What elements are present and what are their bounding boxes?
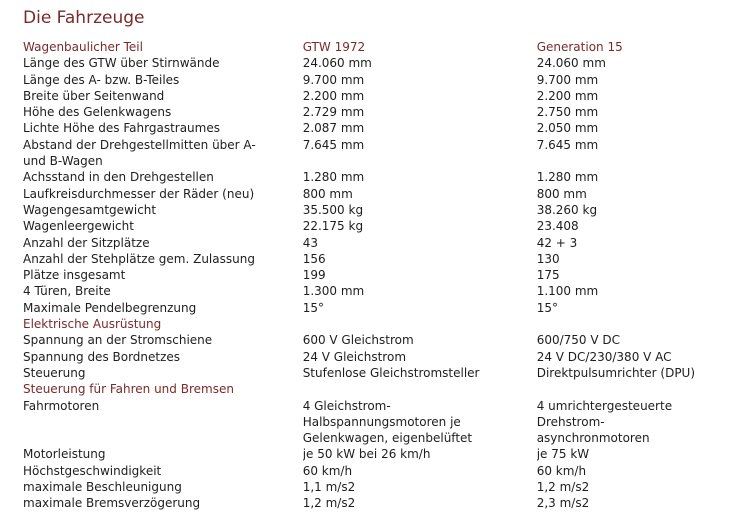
table-row <box>23 349 738 365</box>
row-label: Wagengesamtgewicht <box>23 202 157 217</box>
header-gtw-1972: GTW 1972 <box>302 40 366 54</box>
table-row <box>23 267 738 283</box>
header-generation-15: Generation 15 <box>536 40 623 54</box>
value-generation-15: 1.100 mm <box>536 284 599 299</box>
value-generation-15: 1.280 mm <box>536 170 599 185</box>
table-row <box>23 55 738 71</box>
value-gtw-1972: 9.700 mm <box>302 72 365 87</box>
table-row <box>23 137 738 170</box>
value-generation-15: 1,2 m/s2 <box>536 480 590 495</box>
row-label: Steuerung <box>23 365 86 380</box>
row-label: Fahrmotoren <box>23 398 100 413</box>
value-gtw-1972: 24 V Gleichstrom <box>302 349 407 364</box>
row-label: Höchstgeschwindigkeit <box>23 463 162 478</box>
value-generation-15: 24 V DC/230/380 V AC <box>536 349 672 364</box>
table-row <box>23 283 738 299</box>
value-generation-15: 800 mm <box>536 186 587 201</box>
row-label: Anzahl der Sitzplätze <box>23 235 150 250</box>
value-generation-15 <box>537 316 738 332</box>
row-label: Höhe des Gelenkwagens <box>23 105 172 120</box>
value-generation-15: 4 umrichtergesteuerte Drehstrom- asynchronmotoren <box>536 398 673 446</box>
value-gtw-1972: je 50 kW bei 26 km/h <box>302 447 431 462</box>
row-label: Lichte Höhe des Fahrgastraumes <box>23 121 220 136</box>
value-generation-15: 38.260 kg <box>536 202 598 217</box>
value-gtw-1972: 199 <box>302 268 326 283</box>
value-gtw-1972: 1,2 m/s2 <box>302 496 356 511</box>
row-label: Breite über Seitenwand <box>23 88 165 103</box>
value-gtw-1972: 60 km/h <box>302 463 353 478</box>
table-row <box>23 186 738 202</box>
table-row <box>23 88 738 104</box>
section-heading-row <box>23 316 738 332</box>
value-gtw-1972: 156 <box>302 251 326 266</box>
table-header-row <box>23 39 738 55</box>
value-gtw-1972: 600 V Gleichstrom <box>302 333 414 348</box>
table-body <box>23 55 738 511</box>
table-row <box>23 104 738 120</box>
page-title: Die Fahrzeuge <box>23 8 145 28</box>
value-generation-15 <box>537 381 738 397</box>
table-row <box>23 398 738 447</box>
row-label: Motorleistung <box>23 447 106 462</box>
value-generation-15: je 75 kW <box>536 447 590 462</box>
row-label: maximale Bremsverzögerung <box>23 496 201 511</box>
table-row <box>23 120 738 136</box>
table-row <box>23 235 738 251</box>
value-gtw-1972: 24.060 mm <box>302 56 372 71</box>
section-heading-row <box>23 381 738 397</box>
table-row <box>23 332 738 348</box>
value-gtw-1972: 1.300 mm <box>302 284 365 299</box>
value-gtw-1972 <box>303 381 537 397</box>
value-generation-15: 9.700 mm <box>536 72 599 87</box>
value-gtw-1972: 4 Gleichstrom- Halbspannungsmotoren je Gelenkwagen, eigenbelüftet <box>302 398 473 446</box>
value-generation-15: 130 <box>536 251 560 266</box>
value-generation-15: 2.200 mm <box>536 88 599 103</box>
table-row <box>23 446 738 462</box>
row-label: Länge des A- bzw. B-Teiles <box>23 72 180 87</box>
value-gtw-1972: 800 mm <box>302 186 353 201</box>
value-gtw-1972: 2.200 mm <box>302 88 365 103</box>
value-gtw-1972: Stufenlose Gleichstromsteller <box>302 365 480 380</box>
table-row <box>23 72 738 88</box>
row-label: Achsstand in den Drehgestellen <box>23 170 214 185</box>
table-row <box>23 300 738 316</box>
spec-table <box>23 39 738 512</box>
row-label: Länge des GTW über Stirnwände <box>23 56 220 71</box>
table-row <box>23 251 738 267</box>
value-generation-15: 2,3 m/s2 <box>536 496 590 511</box>
table-row <box>23 169 738 185</box>
value-generation-15: 15° <box>536 300 558 315</box>
table-row <box>23 218 738 234</box>
value-generation-15: 2.750 mm <box>536 105 599 120</box>
row-label: Spannung des Bordnetzes <box>23 349 181 364</box>
value-generation-15: Direktpulsumrichter (DPU) <box>536 365 696 380</box>
value-gtw-1972: 1.280 mm <box>302 170 365 185</box>
value-gtw-1972: 7.645 mm <box>302 137 365 152</box>
table-row <box>23 479 738 495</box>
row-label: Abstand der Drehgestellmitten über A- und B-Wagen <box>23 137 256 169</box>
value-gtw-1972: 2.729 mm <box>302 105 365 120</box>
value-gtw-1972: 22.175 kg <box>302 219 364 234</box>
row-label: Wagenleergewicht <box>23 219 134 234</box>
row-label: Maximale Pendelbegrenzung <box>23 300 197 315</box>
value-gtw-1972: 35.500 kg <box>302 202 364 217</box>
value-generation-15: 7.645 mm <box>536 137 599 152</box>
header-label: Wagenbaulicher Teil <box>23 40 143 54</box>
row-label: Plätze insgesamt <box>23 268 126 283</box>
row-label: Spannung an der Stromschiene <box>23 333 213 348</box>
value-generation-15: 2.050 mm <box>536 121 599 136</box>
row-label: maximale Beschleunigung <box>23 480 182 495</box>
row-label: 4 Türen, Breite <box>23 284 111 299</box>
table-row <box>23 463 738 479</box>
row-label: Laufkreisdurchmesser der Räder (neu) <box>23 186 255 201</box>
value-gtw-1972: 2.087 mm <box>302 121 365 136</box>
row-label: Anzahl der Stehplätze gem. Zulassung <box>23 251 255 266</box>
value-gtw-1972 <box>303 316 537 332</box>
value-generation-15: 23.408 <box>536 219 579 234</box>
table-row <box>23 365 738 381</box>
value-generation-15: 42 + 3 <box>536 235 578 250</box>
value-gtw-1972: 1,1 m/s2 <box>302 480 356 495</box>
value-gtw-1972: 15° <box>302 300 324 315</box>
value-gtw-1972: 43 <box>302 235 318 250</box>
table-row <box>23 495 738 511</box>
value-generation-15: 60 km/h <box>536 463 587 478</box>
value-generation-15: 175 <box>536 268 560 283</box>
section-heading: Elektrische Ausrüstung <box>23 317 162 332</box>
value-generation-15: 600/750 V DC <box>536 333 621 348</box>
section-heading: Steuerung für Fahren und Bremsen <box>23 382 234 397</box>
value-generation-15: 24.060 mm <box>536 56 606 71</box>
table-row <box>23 202 738 218</box>
